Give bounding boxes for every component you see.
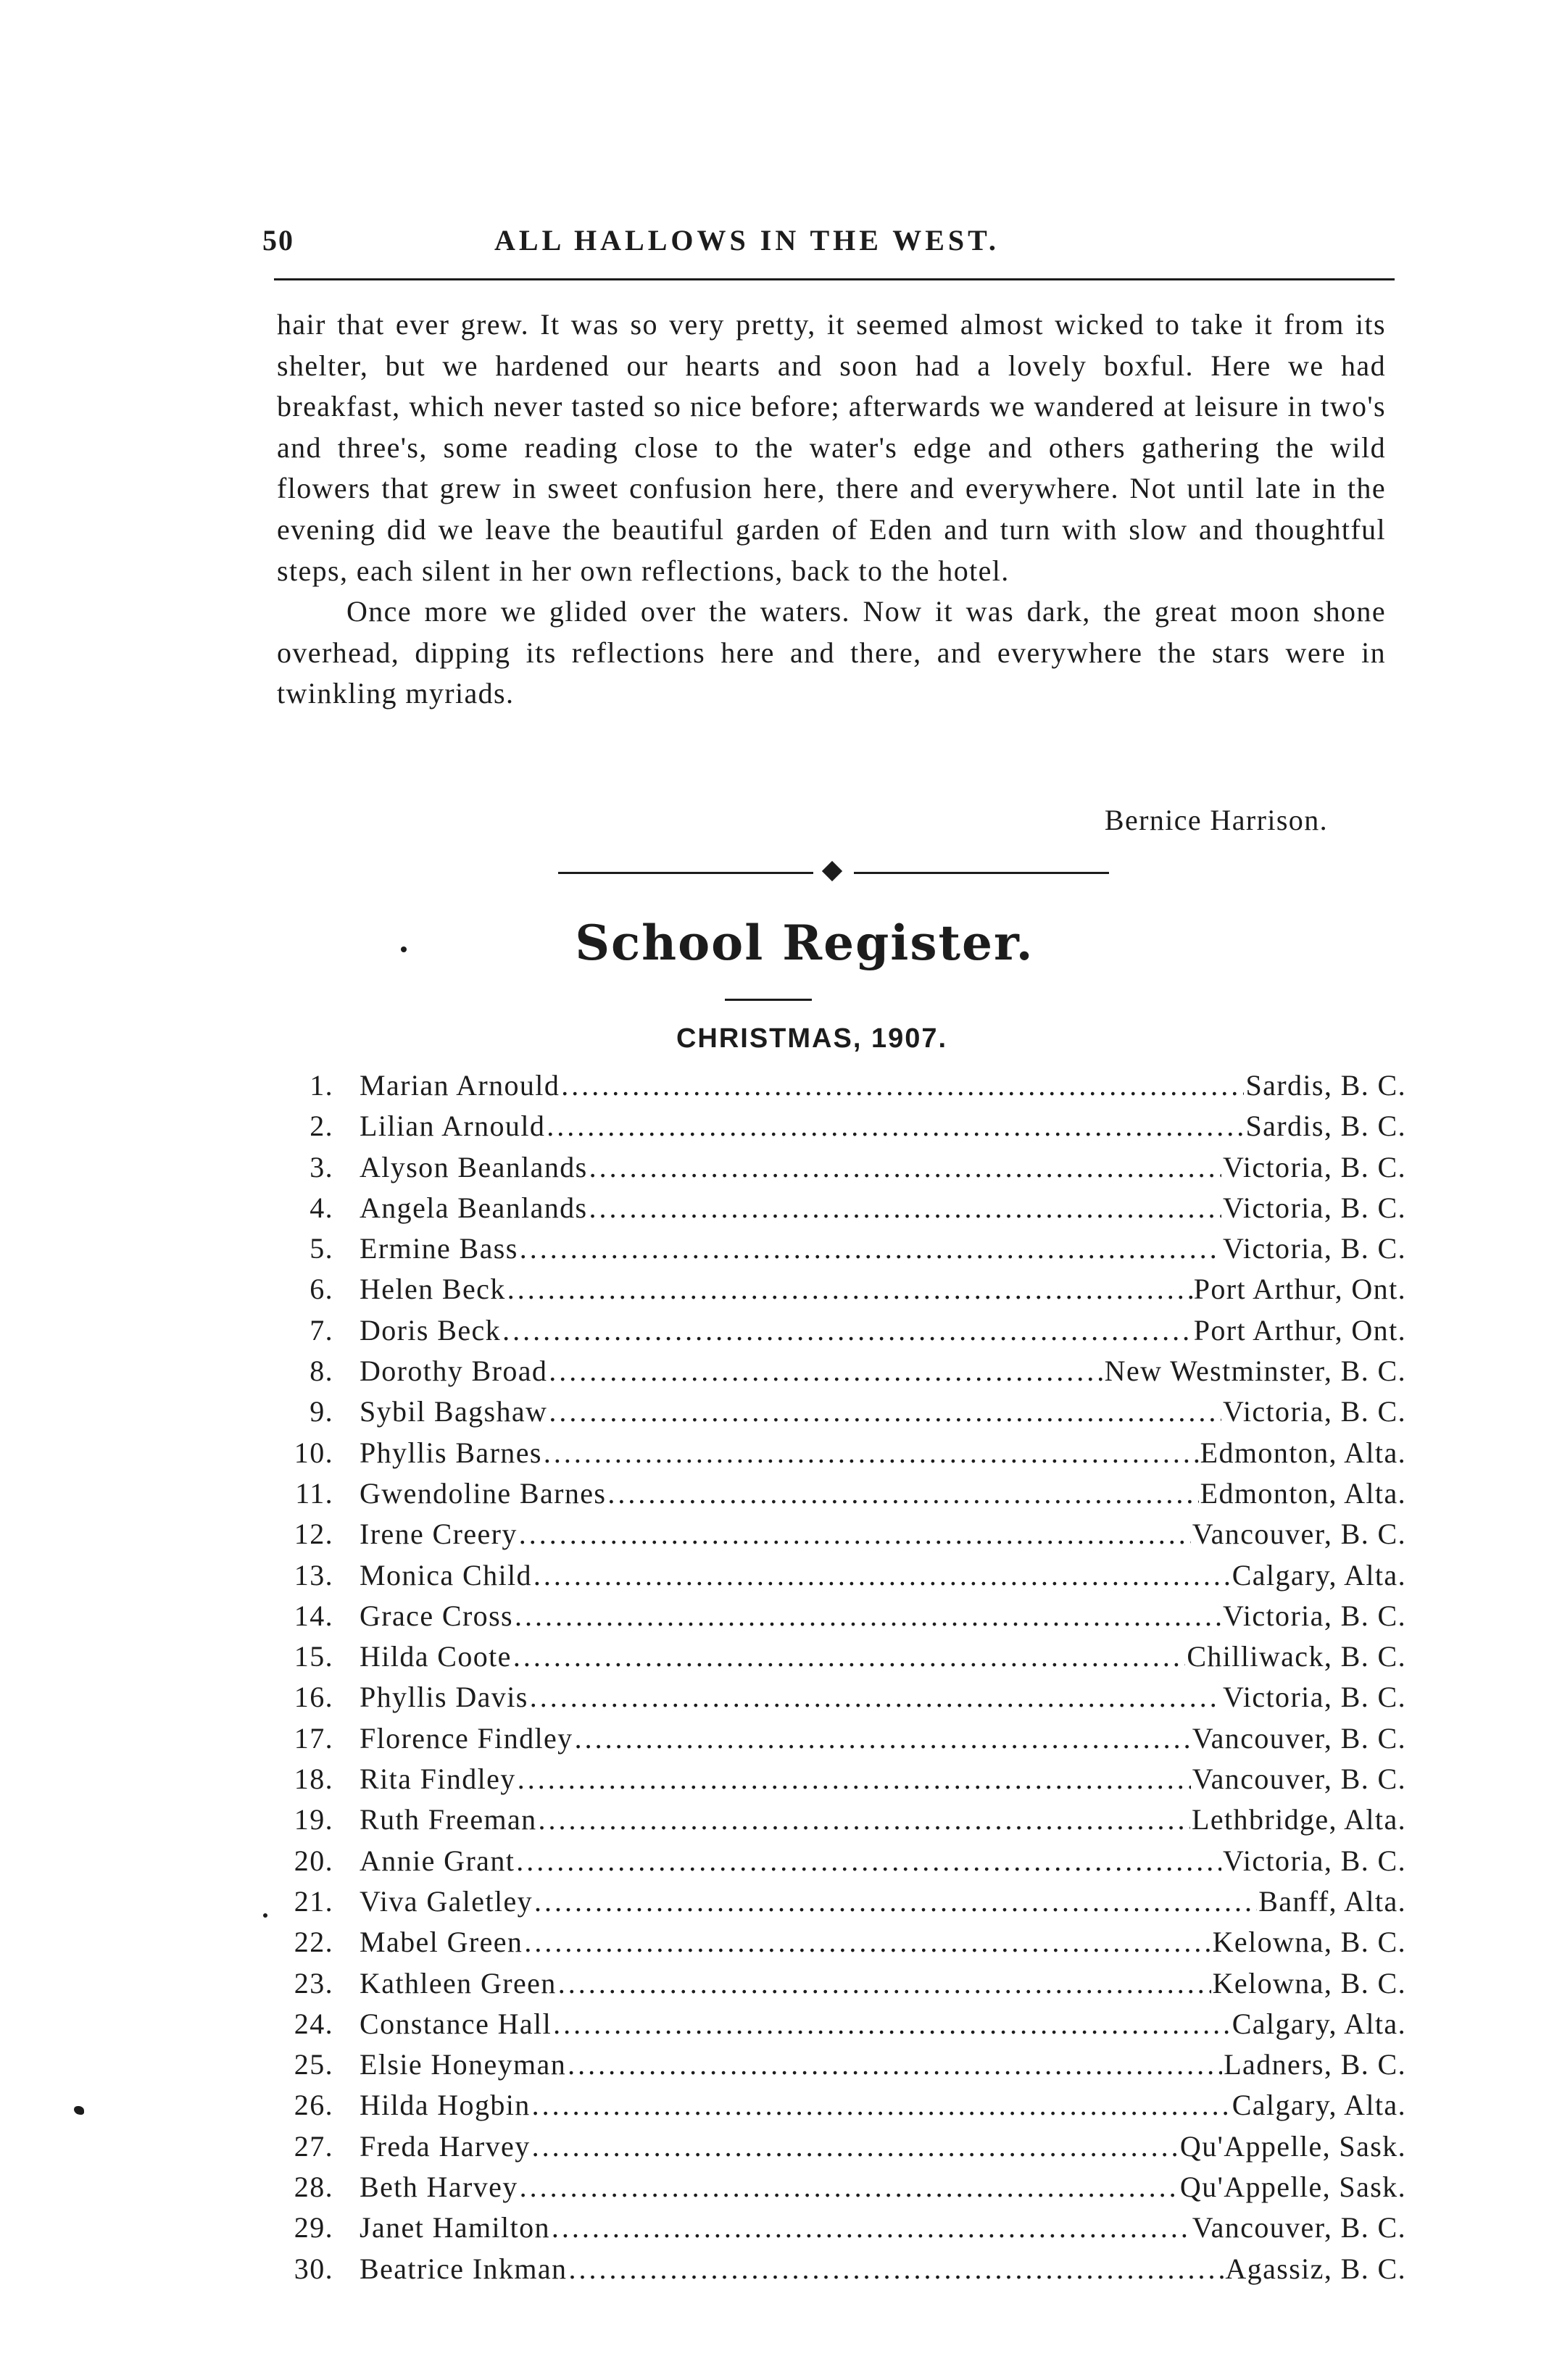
entry-number: 10.	[294, 1436, 333, 1469]
register-entry	[277, 1881, 1408, 1922]
dot-leader	[515, 1596, 1221, 1636]
entry-number: 19.	[294, 1803, 333, 1836]
entry-line	[360, 1759, 1406, 1799]
student-name: Freda Harvey	[360, 2129, 531, 2163]
entry-line	[360, 1147, 1406, 1188]
page-number: 50	[262, 224, 294, 257]
student-name: Ermine Bass	[360, 1232, 518, 1265]
dot-leader	[502, 1310, 1192, 1351]
register-entry	[277, 1514, 1408, 1555]
article-paragraph-2: Once more we glided over the waters. Now it was dark, the great moon shone overhead, dipping its reflections here and there, and everywhere the stars were in twinkling myriads.	[277, 595, 1386, 710]
register-entry	[277, 1922, 1408, 1963]
register-entry	[277, 1677, 1408, 1718]
entry-number: 12.	[294, 1518, 333, 1551]
entry-number: 11.	[295, 1476, 333, 1510]
student-name: Annie Grant	[360, 1844, 515, 1877]
term-heading: CHRISTMAS, 1907.	[676, 1023, 948, 1054]
entry-number: 27.	[294, 2129, 333, 2163]
student-hometown: Vancouver, B. C.	[1192, 1518, 1406, 1551]
title-underline-rule	[725, 999, 812, 1001]
register-entry	[277, 2085, 1408, 2126]
register-entry	[277, 1759, 1408, 1799]
section-title: School Register.	[575, 915, 1034, 971]
dot-leader	[575, 1718, 1191, 1759]
dot-leader	[561, 1065, 1244, 1106]
student-name: Gwendoline Barnes	[360, 1476, 607, 1510]
dot-leader	[589, 1147, 1221, 1188]
entry-number: 14.	[294, 1599, 333, 1632]
register-entry	[277, 1310, 1408, 1351]
dot-leader	[534, 1881, 1257, 1922]
register-entry	[277, 1799, 1408, 1840]
dot-leader	[568, 2044, 1222, 2085]
diamond-ornament-icon	[822, 861, 842, 881]
entry-number: 3.	[310, 1150, 333, 1183]
register-entry	[277, 1433, 1408, 1473]
student-hometown: Qu'Appelle, Sask.	[1179, 2129, 1406, 2163]
student-hometown: New Westminster, B. C.	[1104, 1355, 1406, 1388]
register-entry	[277, 2044, 1408, 2085]
entry-line	[360, 1555, 1406, 1596]
register-entry	[277, 1841, 1408, 1881]
entry-number: 23.	[294, 1966, 333, 2000]
student-name: Sybil Bagshaw	[360, 1395, 548, 1428]
entry-line	[360, 1922, 1406, 1963]
entry-number: 7.	[310, 1313, 333, 1347]
student-name: Constance Hall	[360, 2007, 552, 2040]
entry-line	[360, 1310, 1406, 1351]
dot-leader	[518, 1759, 1191, 1799]
entry-number: 8.	[310, 1355, 333, 1388]
student-name: Lilian Arnould	[360, 1110, 546, 1143]
entry-number: 1.	[310, 1069, 333, 1102]
print-speck	[263, 1913, 267, 1918]
student-name: Alyson Beanlands	[360, 1150, 588, 1183]
dot-leader	[549, 1391, 1221, 1432]
entry-line	[360, 2044, 1406, 2085]
student-hometown: Victoria, B. C.	[1222, 1844, 1406, 1877]
student-name: Doris Beck	[360, 1313, 502, 1347]
student-name: Phyllis Barnes	[360, 1436, 542, 1469]
register-entry	[277, 1963, 1408, 2004]
dot-leader	[516, 1841, 1221, 1881]
dot-leader	[533, 1555, 1231, 1596]
entry-number: 20.	[294, 1844, 333, 1877]
register-entry	[277, 1106, 1408, 1147]
register-entry	[277, 1228, 1408, 1269]
student-name: Hilda Hogbin	[360, 2089, 531, 2122]
dot-leader	[544, 1433, 1199, 1473]
student-name: Beth Harvey	[360, 2171, 518, 2204]
entry-number: 16.	[294, 1681, 333, 1714]
entry-line	[360, 1841, 1406, 1881]
student-name: Ruth Freeman	[360, 1803, 537, 1836]
register-entry	[277, 2126, 1408, 2167]
register-entry	[277, 2004, 1408, 2044]
journal-title: ALL HALLOWS IN THE WEST.	[494, 224, 1000, 257]
dot-leader	[547, 1106, 1244, 1147]
student-hometown: Victoria, B. C.	[1222, 1191, 1406, 1224]
student-hometown: Edmonton, Alta.	[1200, 1436, 1406, 1469]
student-name: Grace Cross	[360, 1599, 514, 1632]
dot-leader	[539, 1799, 1191, 1840]
entry-number: 13.	[294, 1558, 333, 1591]
register-entry	[277, 1636, 1408, 1677]
student-name: Phyllis Davis	[360, 1681, 528, 1714]
entry-number: 29.	[294, 2211, 333, 2244]
student-name: Janet Hamilton	[360, 2211, 550, 2244]
student-hometown: Kelowna, B. C.	[1212, 1926, 1406, 1959]
register-entry	[277, 1391, 1408, 1432]
dot-leader	[520, 2167, 1179, 2208]
student-name: Beatrice Inkman	[360, 2252, 568, 2285]
entry-number: 6.	[310, 1273, 333, 1306]
entry-line	[360, 1514, 1406, 1555]
student-name: Irene Creery	[360, 1518, 518, 1551]
student-name: Marian Arnould	[360, 1069, 560, 1102]
dot-leader	[552, 2208, 1191, 2248]
header-rule	[274, 278, 1395, 280]
student-hometown: Lethbridge, Alta.	[1192, 1803, 1406, 1836]
student-name: Dorothy Broad	[360, 1355, 548, 1388]
register-entry	[277, 1269, 1408, 1310]
student-hometown: Edmonton, Alta.	[1200, 1476, 1406, 1510]
entry-line	[360, 1799, 1406, 1840]
student-hometown: Chilliwack, B. C.	[1187, 1640, 1406, 1673]
register-entry	[277, 1555, 1408, 1596]
student-hometown: Vancouver, B. C.	[1192, 1763, 1406, 1796]
entry-number: 15.	[294, 1640, 333, 1673]
student-hometown: Vancouver, B. C.	[1192, 1721, 1406, 1755]
student-hometown: Sardis, B. C.	[1245, 1069, 1406, 1102]
entry-line	[360, 1228, 1406, 1269]
entry-number: 22.	[294, 1926, 333, 1959]
register-entry	[277, 1065, 1408, 1106]
dot-leader	[507, 1269, 1192, 1310]
dot-leader	[532, 2085, 1231, 2126]
register-entry	[277, 1473, 1408, 1514]
entry-line	[360, 2167, 1406, 2208]
entry-line	[360, 1433, 1406, 1473]
student-name: Florence Findley	[360, 1721, 573, 1755]
student-hometown: Port Arthur, Ont.	[1193, 1313, 1406, 1347]
student-name: Kathleen Green	[360, 1966, 557, 2000]
register-entry	[277, 2208, 1408, 2248]
print-speck	[401, 946, 407, 952]
author-signature: Bernice Harrison.	[1104, 804, 1328, 836]
register-entry	[277, 2249, 1408, 2289]
divider-rule-left	[558, 872, 813, 874]
student-hometown: Agassiz, B. C.	[1225, 2252, 1406, 2285]
entry-number: 24.	[294, 2007, 333, 2040]
entry-line	[360, 2249, 1406, 2289]
register-entry	[277, 1188, 1408, 1228]
section-divider-ornament	[558, 862, 1109, 884]
entry-number: 21.	[294, 1884, 333, 1918]
entry-line	[360, 1677, 1406, 1718]
student-hometown: Ladners, B. C.	[1224, 2048, 1406, 2081]
entry-line	[360, 2208, 1406, 2248]
entry-line	[360, 2085, 1406, 2126]
dot-leader	[524, 1922, 1210, 1963]
student-name: Mabel Green	[360, 1926, 523, 1959]
student-hometown: Victoria, B. C.	[1222, 1395, 1406, 1428]
entry-number: 30.	[294, 2252, 333, 2285]
student-hometown: Sardis, B. C.	[1245, 1110, 1406, 1143]
student-name: Viva Galetley	[360, 1884, 533, 1918]
student-hometown: Vancouver, B. C.	[1192, 2211, 1406, 2244]
article-body	[277, 304, 1386, 715]
entry-number: 4.	[310, 1191, 333, 1224]
entry-line	[360, 2126, 1406, 2167]
dot-leader	[513, 1636, 1185, 1677]
register-entry	[277, 1596, 1408, 1636]
student-hometown: Victoria, B. C.	[1222, 1681, 1406, 1714]
student-hometown: Calgary, Alta.	[1232, 2089, 1406, 2122]
entry-number: 17.	[294, 1721, 333, 1755]
dot-leader	[549, 1351, 1102, 1391]
entry-number: 18.	[294, 1763, 333, 1796]
entry-number: 2.	[310, 1110, 333, 1143]
entry-line	[360, 1636, 1406, 1677]
entry-number: 9.	[310, 1395, 333, 1428]
student-hometown: Calgary, Alta.	[1232, 2007, 1406, 2040]
entry-line	[360, 1473, 1406, 1514]
entry-number: 28.	[294, 2171, 333, 2204]
dot-leader	[607, 1473, 1198, 1514]
register-entry	[277, 1147, 1408, 1188]
student-hometown: Victoria, B. C.	[1222, 1232, 1406, 1265]
print-speck	[74, 2106, 84, 2115]
student-hometown: Port Arthur, Ont.	[1193, 1273, 1406, 1306]
register-entry	[277, 2167, 1408, 2208]
entry-line	[360, 1718, 1406, 1759]
entry-line	[360, 1351, 1406, 1391]
article-paragraph-1: hair that ever grew. It was so very pretty, it seemed almost wicked to take it from its shelter, but we hardened our hearts and soon had a lovely boxful. Here we had breakfast, which never tasted so nice before; afterwards we wandered at leisure in two's and three's, some reading close to the water's edge and others gathering the wild flowers that grew in sweet confusion here, there and everywhere. Not until late in the evening did we leave the beautiful garden of Eden and turn with slow and thoughtful steps, each silent in her own reflections, back to the hotel.	[277, 308, 1386, 587]
entry-line	[360, 2004, 1406, 2044]
register-entry	[277, 1351, 1408, 1391]
student-hometown: Victoria, B. C.	[1222, 1150, 1406, 1183]
entry-line	[360, 1106, 1406, 1147]
student-name: Elsie Honeyman	[360, 2048, 567, 2081]
register-entry	[277, 1718, 1408, 1759]
student-hometown: Kelowna, B. C.	[1212, 1966, 1406, 2000]
student-name: Angela Beanlands	[360, 1191, 588, 1224]
entry-line	[360, 1596, 1406, 1636]
entry-line	[360, 1881, 1406, 1922]
entry-number: 5.	[310, 1232, 333, 1265]
school-register-list	[277, 1065, 1408, 2289]
student-name: Rita Findley	[360, 1763, 516, 1796]
dot-leader	[532, 2126, 1179, 2167]
dot-leader	[558, 1963, 1211, 2004]
student-name: Hilda Coote	[360, 1640, 512, 1673]
entry-line	[360, 1391, 1406, 1432]
student-hometown: Banff, Alta.	[1258, 1884, 1406, 1918]
dot-leader	[519, 1514, 1191, 1555]
dot-leader	[568, 2249, 1224, 2289]
student-hometown: Calgary, Alta.	[1232, 1558, 1406, 1591]
entry-line	[360, 1269, 1406, 1310]
student-hometown: Qu'Appelle, Sask.	[1179, 2171, 1406, 2204]
dot-leader	[553, 2004, 1231, 2044]
entry-number: 26.	[294, 2089, 333, 2122]
student-name: Monica Child	[360, 1558, 532, 1591]
entry-line	[360, 1963, 1406, 2004]
entry-line	[360, 1188, 1406, 1228]
running-head	[262, 223, 1384, 267]
entry-line	[360, 1065, 1406, 1106]
divider-rule-right	[854, 872, 1109, 874]
dot-leader	[520, 1228, 1221, 1269]
student-name: Helen Beck	[360, 1273, 506, 1306]
student-hometown: Victoria, B. C.	[1222, 1599, 1406, 1632]
dot-leader	[589, 1188, 1221, 1228]
dot-leader	[530, 1677, 1221, 1718]
entry-number: 25.	[294, 2048, 333, 2081]
